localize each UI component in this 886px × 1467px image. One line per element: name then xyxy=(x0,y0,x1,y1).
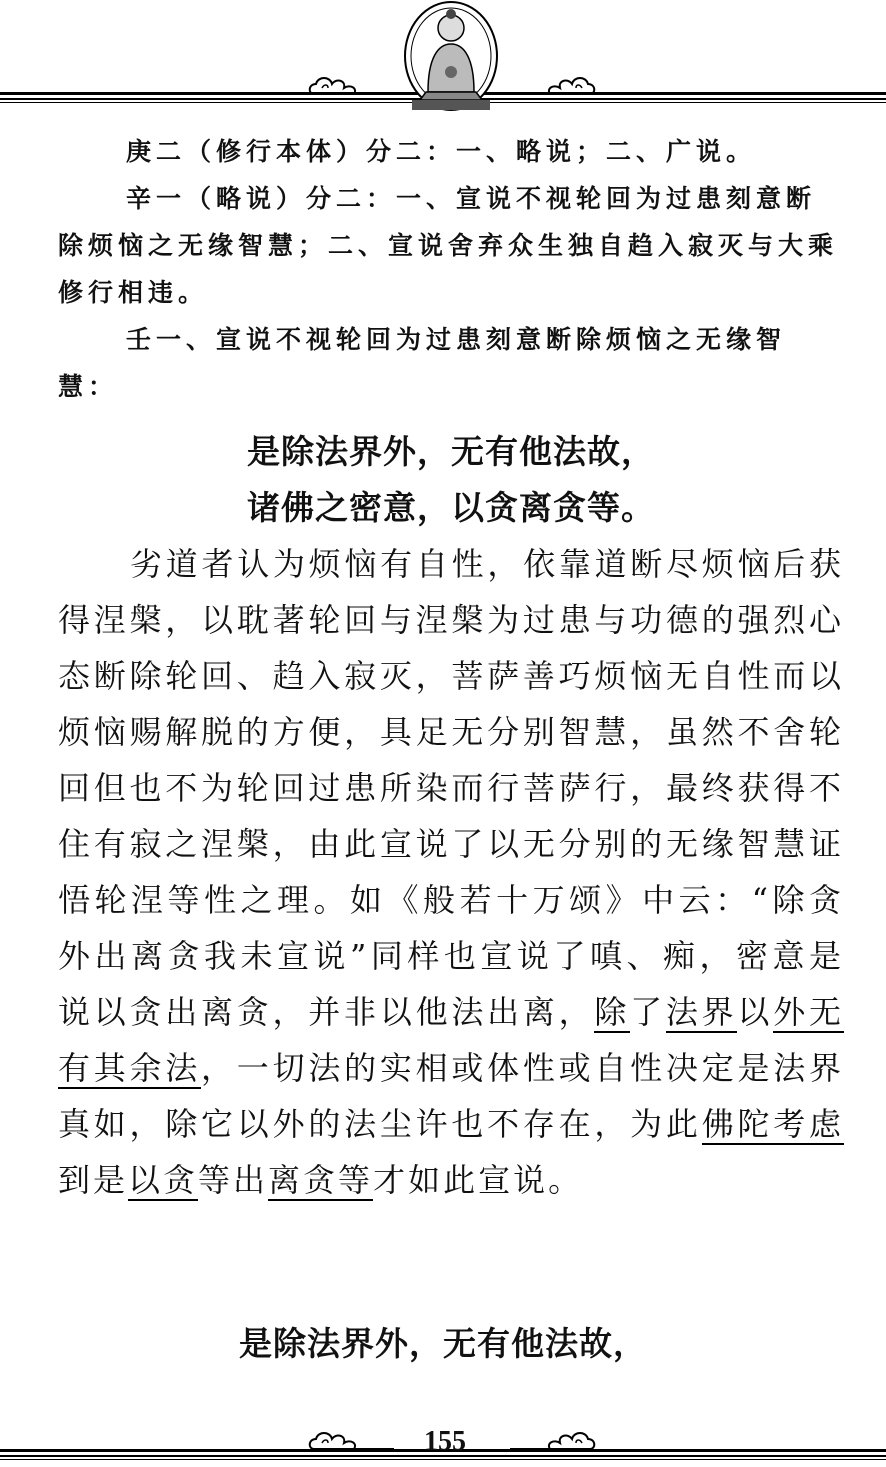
underlined-text: 以贪 xyxy=(128,1161,199,1199)
underlined-text: 离贪等 xyxy=(268,1161,374,1199)
commentary-text: 到是 xyxy=(58,1161,129,1199)
commentary-paragraph xyxy=(58,536,844,1208)
commentary-text: 才如此宣说。 xyxy=(373,1161,584,1199)
section-heading: 辛一（略说）分二：一、宣说不视轮回为过患刻意断除烦恼之无缘智慧；二、宣说舍弃众生独自趋入寂灭与大乘修行相违。 xyxy=(58,184,839,307)
commentary-text: 劣道者认为烦恼有自性，依靠道断尽烦恼后获得涅槃，以耽著轮回与涅槃为过患与功德的强烈心态断除轮回、趋入寂灭，菩萨善巧烦恼无自性而以烦恼赐解脱的方便，具足无分别智慧，虽然不舍轮回但也不为轮回过患所染而行菩萨行，最终获得不住有寂之涅槃，由此宣说了以无分别的无缘智慧证悟轮涅等性之理。如《般若十万颂》中云：“除贪外出离贪我未宣说”同样也宣说了嗔、痴，密意是说以贪出离贪，并非以他法出离， xyxy=(58,545,844,1031)
section-heading: 壬一、宣说不视轮回为过患刻意断除烦恼之无缘智慧： xyxy=(58,325,787,401)
underlined-text: 除 xyxy=(594,993,631,1031)
cloud-ornament-icon xyxy=(508,70,598,100)
commentary-text: 了 xyxy=(630,993,666,1031)
commentary-text: 等出 xyxy=(198,1161,269,1199)
cloud-ornament-icon xyxy=(508,1425,598,1455)
underlined-text: 外无有其余法 xyxy=(58,993,844,1087)
cloud-ornament-icon xyxy=(306,1425,396,1455)
underlined-text: 佛陀考虑 xyxy=(701,1105,844,1143)
commentary-text: ，一切法的实相或体性或自性决定是法界真如，除它以外的法尘许也不存在，为此 xyxy=(58,1049,844,1143)
section-heading: 庚二（修行本体）分二：一、略说；二、广说。 xyxy=(126,137,757,166)
verse-line: 诸佛之密意，以贪离贪等。 xyxy=(247,488,655,527)
verse-line: 是除法界外，无有他法故， xyxy=(247,432,655,471)
verse-line: 是除法界外，无有他法故， xyxy=(239,1324,647,1363)
verse xyxy=(58,424,844,536)
page-number: 155 xyxy=(424,1426,466,1457)
page-content xyxy=(58,128,844,1208)
footer-rule xyxy=(0,1459,886,1460)
cloud-ornament-icon xyxy=(306,70,396,100)
buddha-icon xyxy=(402,0,500,112)
underlined-text: 法界 xyxy=(665,993,738,1031)
commentary-text: 以 xyxy=(737,993,774,1031)
